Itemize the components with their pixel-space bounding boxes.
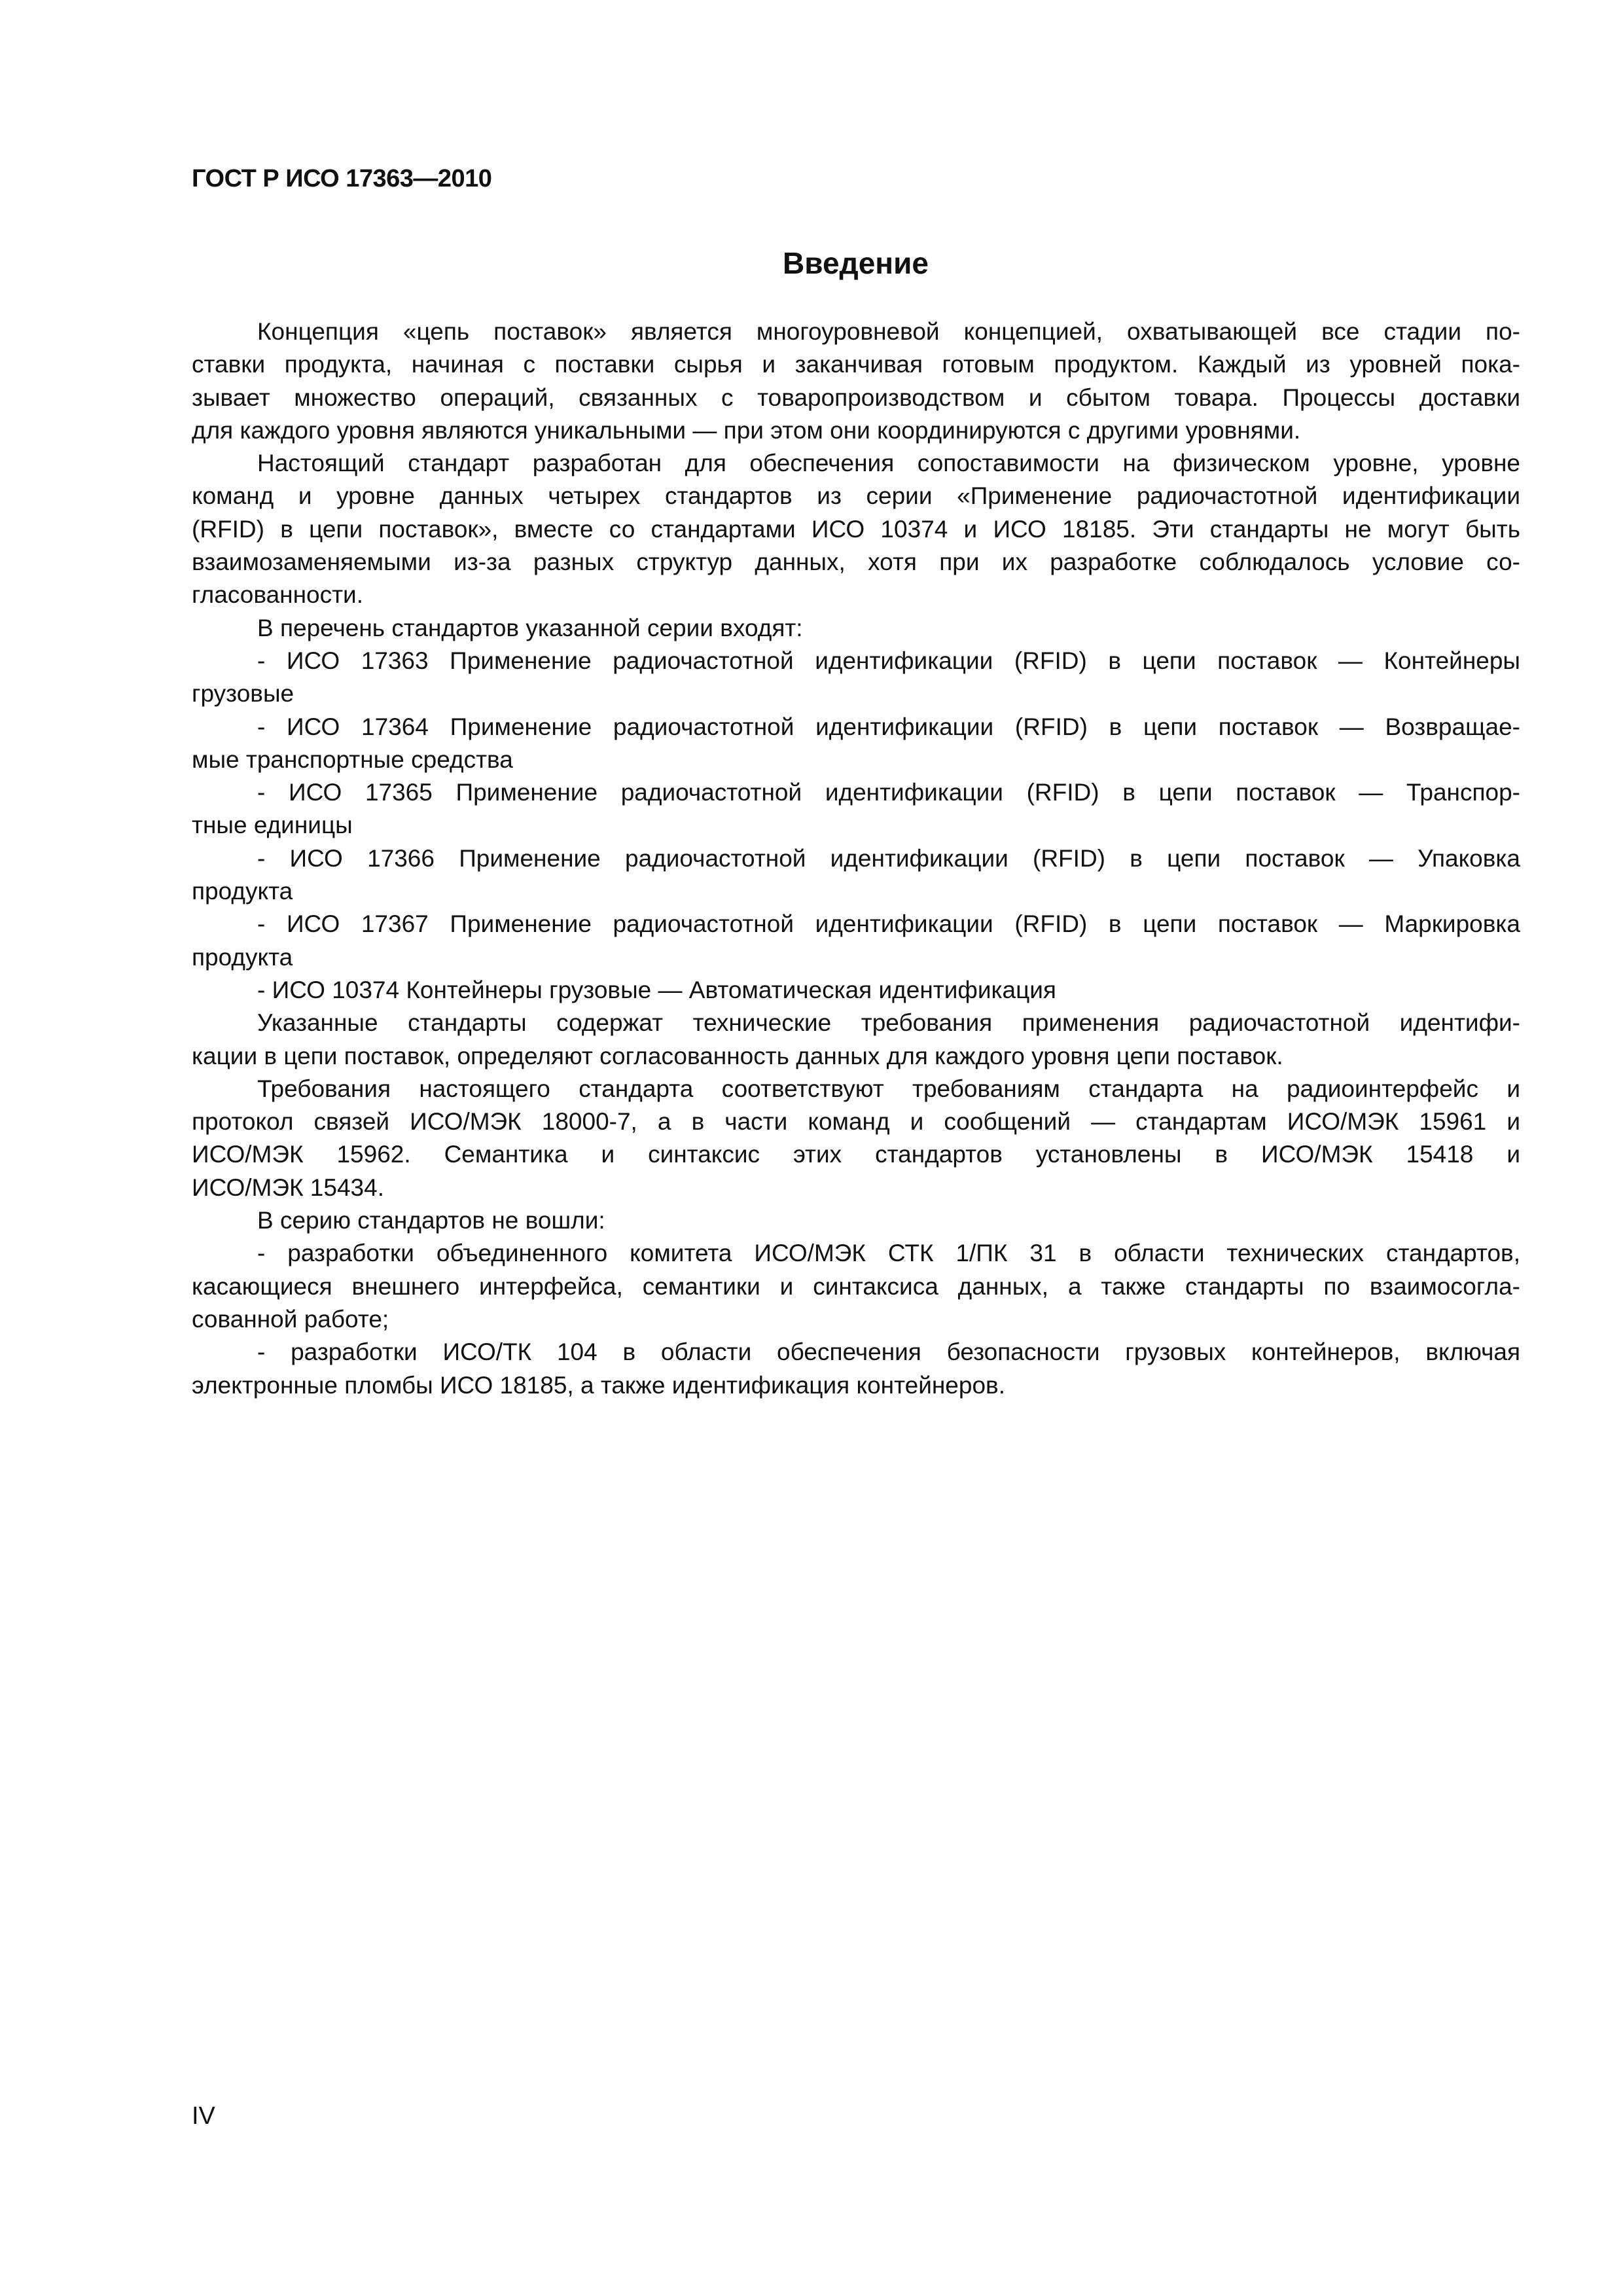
section-title: Введение xyxy=(783,246,929,280)
text-line: ИСО/МЭК 15434. xyxy=(192,1174,384,1201)
text-line: электронные пломбы ИСО 18185, а также идентификация контейнеров. xyxy=(192,1371,1005,1399)
text-line: (RFID) в цепи поставок», вместе со стандартами ИСО 10374 и ИСО 18185. Эти стандарты не могут быть xyxy=(192,515,1520,543)
text-line: - ИСО 17366 Применение радиочастотной идентификации (RFID) в цепи поставок — Упаковка xyxy=(257,844,1520,872)
text-line: - разработки объединенного комитета ИСО/МЭК СТК 1/ПК 31 в области технических стандартов, xyxy=(257,1240,1520,1267)
text-line: - ИСО 17363 Применение радиочастотной идентификации (RFID) в цепи поставок — Контейнеры xyxy=(257,647,1520,674)
document-body xyxy=(192,315,1520,1402)
paragraph xyxy=(192,1237,1520,1336)
text-line: тные единицы xyxy=(192,812,353,839)
text-line: - ИСО 10374 Контейнеры грузовые — Автоматическая идентификация xyxy=(257,976,1056,1003)
text-line: Указанные стандарты содержат технические требования применения радиочастотной идентифи- xyxy=(257,1009,1520,1037)
text-line: ИСО/МЭК 15962. Семантика и синтаксис этих стандартов установлены в ИСО/МЭК 15418 и xyxy=(192,1141,1520,1168)
text-line: продукта xyxy=(192,878,293,905)
text-line: взаимозаменяемыми из-за разных структур данных, хотя при их разработке соблюдалось условие со- xyxy=(192,548,1520,576)
text-line: В серию стандартов не вошли: xyxy=(257,1207,605,1234)
text-line: грузовые xyxy=(192,680,294,708)
paragraph xyxy=(192,447,1520,611)
text-line: касающиеся внешнего интерфейса, семантики и синтаксиса данных, а также стандарты по взаимосогла- xyxy=(192,1272,1520,1300)
text-line: Концепция «цепь поставок» является многоуровневой концепцией, охватывающей все стадии по- xyxy=(257,318,1520,345)
text-line: - разработки ИСО/ТК 104 в области обеспечения безопасности грузовых контейнеров, включая xyxy=(257,1338,1520,1366)
paragraph xyxy=(192,974,1520,1007)
paragraph xyxy=(192,908,1520,974)
text-line: В перечень стандартов указанной серии входят: xyxy=(257,614,803,641)
paragraph xyxy=(192,842,1520,908)
page-number: IV xyxy=(192,2102,215,2130)
paragraph xyxy=(192,645,1520,711)
text-line: ставки продукта, начиная с поставки сырья и заканчивая готовым продуктом. Каждый из уровней пока- xyxy=(192,351,1520,378)
text-line: - ИСО 17367 Применение радиочастотной идентификации (RFID) в цепи поставок — Маркировка xyxy=(257,910,1520,938)
paragraph xyxy=(192,315,1520,447)
text-line: сованной работе; xyxy=(192,1305,389,1333)
text-line: - ИСО 17365 Применение радиочастотной идентификации (RFID) в цепи поставок — Транспор- xyxy=(257,779,1520,806)
document-code-header: ГОСТ Р ИСО 17363—2010 xyxy=(192,165,492,192)
text-line: продукта xyxy=(192,943,293,971)
text-line: кации в цепи поставок, определяют согласованность данных для каждого уровня цепи поставок. xyxy=(192,1042,1283,1069)
text-line: Требования настоящего стандарта соответствуют требованиям стандарта на радиоинтерфейс и xyxy=(257,1075,1520,1102)
paragraph xyxy=(192,1336,1520,1402)
paragraph xyxy=(192,1007,1520,1073)
text-line: зывает множество операций, связанных с товаропроизводством и сбытом товара. Процессы доставки xyxy=(192,384,1520,411)
text-line: - ИСО 17364 Применение радиочастотной идентификации (RFID) в цепи поставок — Возвращае- xyxy=(257,713,1520,740)
text-line: гласованности. xyxy=(192,581,363,609)
paragraph xyxy=(192,776,1520,842)
paragraph xyxy=(192,1073,1520,1204)
text-line: команд и уровне данных четырех стандартов из серии «Применение радиочастотной идентификации xyxy=(192,482,1520,510)
paragraph xyxy=(192,1204,1520,1237)
text-line: Настоящий стандарт разработан для обеспечения сопоставимости на физическом уровне, уровне xyxy=(257,450,1520,477)
text-line: мые транспортные средства xyxy=(192,745,513,773)
text-line: протокол связей ИСО/МЭК 18000-7, а в части команд и сообщений — стандартам ИСО/МЭК 15961 и xyxy=(192,1108,1520,1136)
paragraph xyxy=(192,612,1520,645)
text-line: для каждого уровня являются уникальными — при этом они координируются с другими уровнями. xyxy=(192,416,1301,444)
paragraph xyxy=(192,711,1520,777)
